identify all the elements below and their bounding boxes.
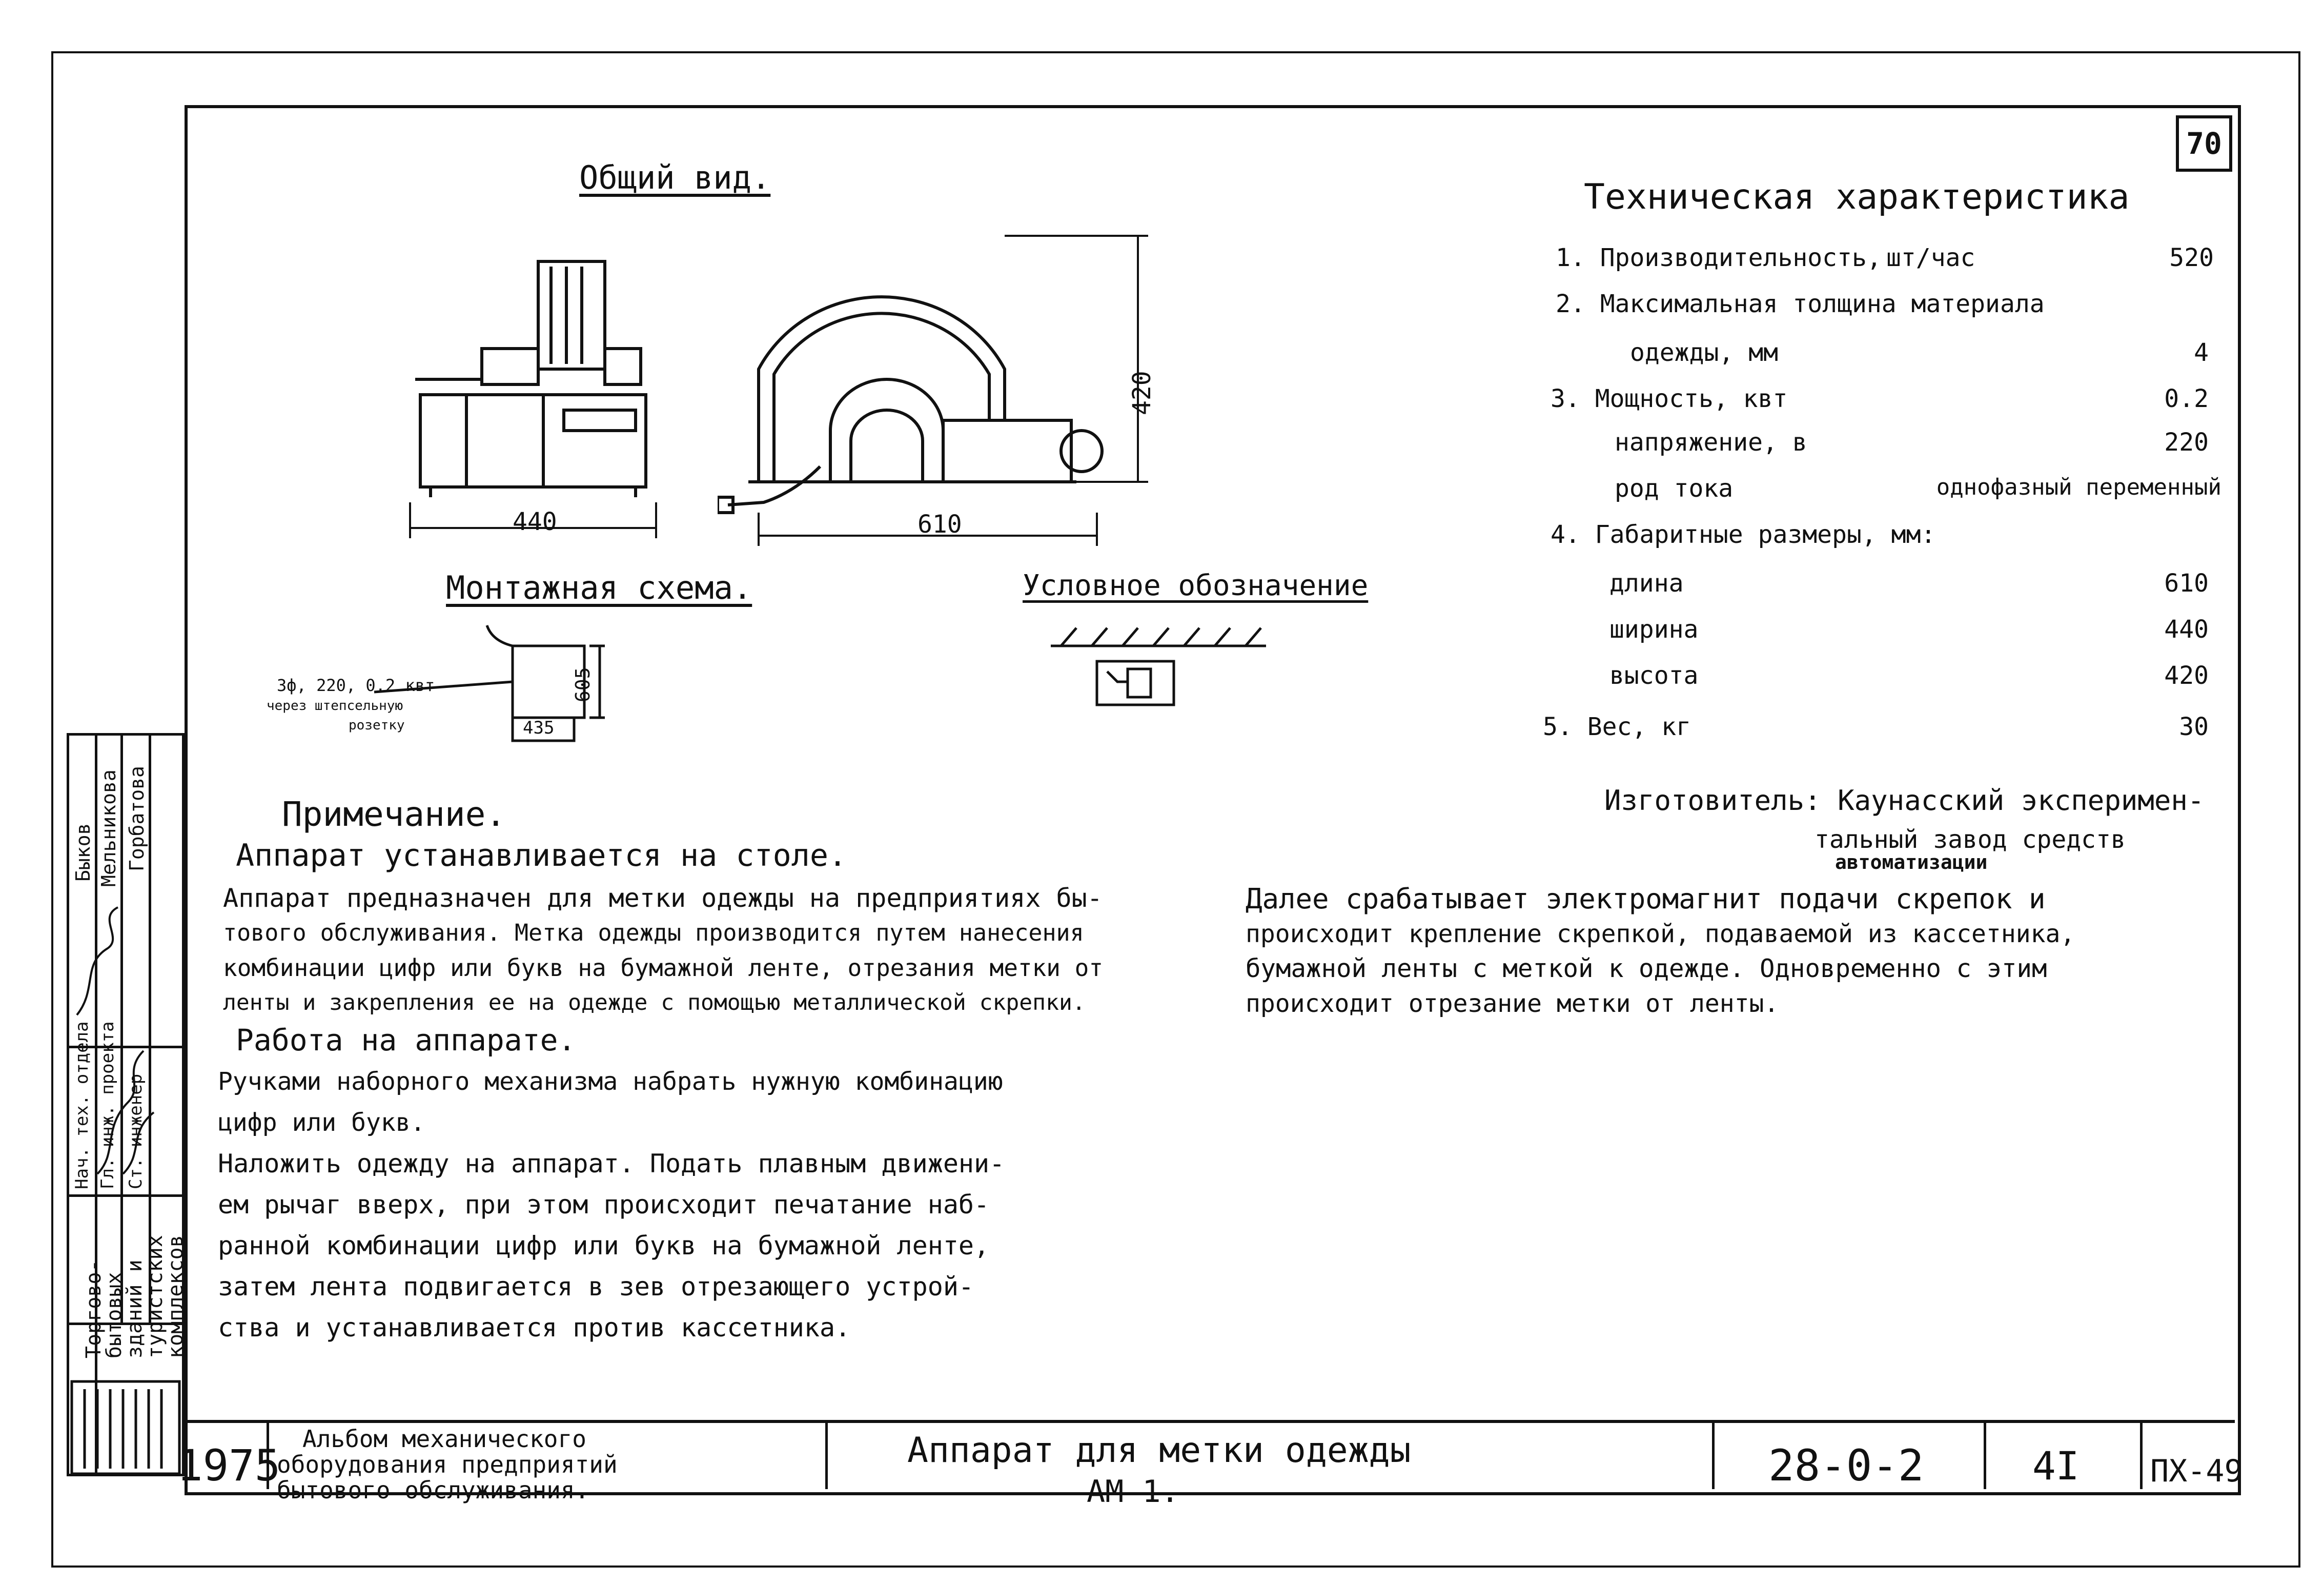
sheet-number: 70 [2186, 126, 2222, 161]
notes-left-line: тового обслуживания. Метка одежды производится путем нанесения [223, 919, 1084, 946]
spec-row-5-value: 220 [2164, 428, 2209, 457]
work-line: Ручками наборного механизма набрать нужную комбинацию [218, 1067, 1003, 1096]
title-block-divider [825, 1420, 828, 1489]
dim-610-label: 610 [918, 510, 962, 539]
side-stamp-org: бытовых [103, 1272, 126, 1358]
work-line: ранной комбинации цифр или букв на бумажной ленте, [218, 1231, 990, 1260]
notes-left-block [223, 881, 1103, 1020]
side-stamp-signatures [67, 887, 185, 1194]
install-note: Аппарат устанавливается на столе. [236, 838, 847, 873]
side-stamp-role: Нач. тех. отдела [72, 1021, 92, 1189]
side-stamp-org: комплексов [164, 1235, 188, 1358]
manufacturer-line1: Изготовитель: Каунасский эксперимен- [1604, 784, 2205, 817]
title-block-divider [2140, 1420, 2143, 1489]
side-stamp-org: туристских [144, 1235, 167, 1358]
work-line: цифр или букв. [218, 1108, 425, 1137]
sheet-number-box [2176, 115, 2232, 172]
album-part: 4I [2032, 1443, 2080, 1489]
dim-440-label: 440 [513, 507, 557, 536]
notes-left-line: ленты и закрепления ее на одежде с помощью металлической скрепки. [223, 990, 1086, 1015]
spec-row-10-label: высота [1609, 661, 1699, 690]
work-heading: Работа на аппарате. [236, 1023, 576, 1058]
notes-right-line: происходит крепление скрепкой, подаваемой из кассетника, [1246, 920, 2075, 948]
spec-row-9-value: 440 [2164, 615, 2209, 644]
title-block-divider [1984, 1420, 1986, 1489]
symbol-title: Условное обозначение [1023, 569, 1369, 602]
spec-row-3-label: одежды, мм [1630, 338, 1778, 367]
notes-right-line: Далее срабатывает электромагнит подачи скрепок и [1246, 883, 2046, 915]
spec-row-10-value: 420 [2164, 661, 2209, 690]
title-block-top [185, 1420, 2235, 1423]
side-stamp-org: Торгово- [82, 1259, 106, 1358]
item-title: Аппарат для метки одежды [907, 1430, 1411, 1471]
spec-row-6-value: однофазный переменный [1936, 474, 2221, 500]
side-stamp-name: Горбатова [126, 766, 148, 871]
work-line: затем лента подвигается в зев отрезающего устрой- [218, 1272, 974, 1302]
spec-row-2-label: 2. Максимальная толщина материала [1556, 290, 2045, 318]
side-stamp-name: Быков [72, 823, 94, 882]
dim-435-label: 435 [523, 718, 555, 738]
title-block-divider [1712, 1420, 1715, 1489]
album-line2: оборудования предприятий [277, 1451, 618, 1478]
side-view-drawing [718, 226, 1179, 554]
drawing-code: 28-0-2 [1768, 1440, 1924, 1491]
mounting-note-line3: розетку [349, 718, 405, 733]
symbol-drawing [1041, 620, 1276, 713]
side-stamp-org: зданий и [123, 1259, 147, 1358]
sheet-code: ПХ-49 [2150, 1453, 2243, 1489]
manufacturer-line3: автоматизации [1835, 851, 1988, 873]
notes-right-line: происходит отрезание метки от ленты. [1246, 989, 1779, 1018]
work-line: ства и устанавливается против кассетника. [218, 1313, 851, 1343]
work-block [218, 1061, 1005, 1348]
mounting-note-line2: через штепсельную [267, 698, 403, 714]
dim-420-label: 420 [1128, 371, 1156, 415]
notes-left-line: комбинации цифр или букв на бумажной ленте, отрезания метки от [223, 954, 1104, 982]
spec-row-1-label: 1. Производительность, [1556, 243, 1882, 272]
work-line: Наложить одежду на аппарат. Подать плавным движени- [218, 1149, 1005, 1178]
mounting-title: Монтажная схема. [446, 569, 752, 606]
side-stamp-name: Мельникова [97, 769, 120, 887]
spec-row-11-label: 5. Вес, кг [1543, 713, 1691, 741]
spec-row-4-label: 3. Мощность, квт [1551, 384, 1788, 413]
spec-row-1-unit: шт/час [1886, 243, 1975, 272]
spec-row-1-value: 520 [2169, 243, 2214, 272]
notes-left-line: Аппарат предназначен для метки одежды на предприятиях бы- [223, 883, 1103, 913]
work-line: ем рычаг вверх, при этом происходит печатание наб- [218, 1190, 990, 1219]
manufacturer-line2: тальный завод средств [1815, 825, 2126, 854]
spec-row-8-value: 610 [2164, 569, 2209, 598]
side-stamp-logo [69, 1379, 182, 1476]
spec-row-4-value: 0.2 [2164, 384, 2209, 413]
spec-row-5-label: напряжение, в [1615, 428, 1807, 457]
specs-title: Техническая характеристика [1584, 177, 2130, 217]
side-stamp-role: Ст. инженер [126, 1073, 146, 1189]
general-view-title: Общий вид. [579, 159, 771, 196]
spec-row-8-label: длина [1609, 569, 1684, 598]
album-line3: бытового обслуживания. [277, 1476, 589, 1504]
notes-right-line: бумажной ленты с меткой к одежде. Одновременно с этим [1246, 954, 2047, 983]
spec-row-11-value: 30 [2179, 713, 2209, 741]
spec-row-3-value: 4 [2194, 338, 2209, 367]
item-model: АМ-1. [1087, 1474, 1179, 1510]
side-stamp-divider [67, 1194, 185, 1197]
year: 1975 [177, 1440, 281, 1491]
album-line1: Альбом механического [302, 1425, 586, 1453]
mounting-note-line1: 3ф, 220, 0.2 квт [277, 676, 435, 695]
dim-605-label: 605 [572, 667, 594, 702]
notes-right-block [1246, 882, 2075, 1021]
spec-row-9-label: ширина [1609, 615, 1699, 644]
notes-heading: Примечание. [282, 795, 506, 834]
spec-row-6-label: род тока [1615, 474, 1734, 503]
spec-row-7-label: 4. Габаритные размеры, мм: [1551, 520, 1936, 549]
side-stamp-role: Гл. инж. проекта [97, 1021, 118, 1189]
